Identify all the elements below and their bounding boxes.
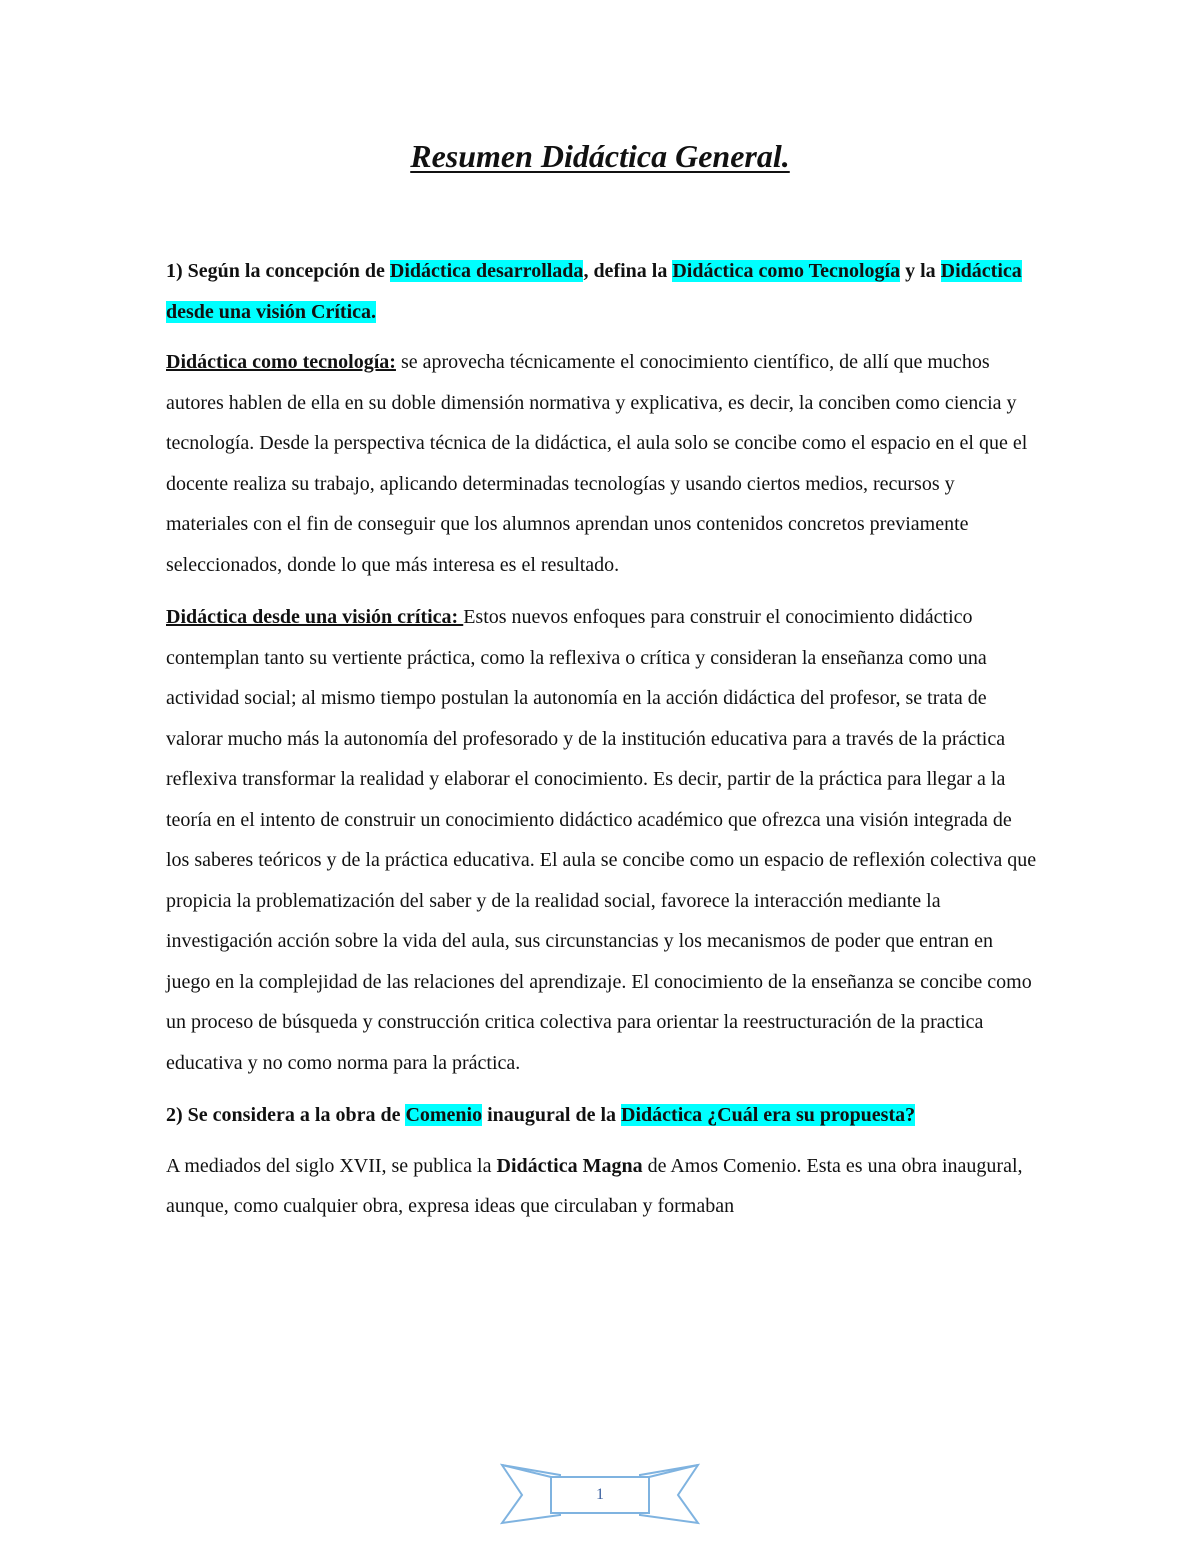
question-2-number: 2): [166, 1104, 183, 1126]
term-didactica-tecnologia: Didáctica como tecnología:: [166, 351, 396, 373]
document-title: Resumen Didáctica General.: [410, 138, 790, 174]
paragraph-comenio-text-b: de Amos Comenio. Esta es una obra inaugural, aunque, como cualquier obra, expresa ideas que circulaban y formaban: [166, 1154, 1023, 1217]
question-1: [166, 251, 1038, 332]
highlight-didactica-tecnologia: Didáctica como Tecnología: [672, 260, 901, 282]
question-2-text-b: inaugural de la: [482, 1104, 622, 1126]
paragraph-tecnologia-text: se aprovecha técnicamente el conocimiento científico, de allí que muchos autores hablen de ella en su doble dimensión normativa y explicativa, es decir, la conciben como ciencia y tecnología. Desde la perspectiva técnica de la didáctica, el aula solo se concibe como el espacio en el que el docente realiza su trabajo, aplicando determinadas tecnologías y usando ciertos medios, recursos y materiales con el fin de conseguir que los alumnos aprendan unos contenidos concretos previamente seleccionados, donde lo que más interesa es el resultado.: [166, 351, 1028, 576]
paragraph-comenio-text-a: A mediados del siglo XVII, se publica la: [166, 1154, 497, 1177]
document-body: [166, 251, 1038, 1239]
question-1-number: 1): [166, 260, 183, 282]
paragraph-comenio: [166, 1146, 1038, 1227]
term-didactica-critica: Didáctica desde una visión crítica:: [166, 606, 464, 628]
didactica-magna-bold: Didáctica Magna: [496, 1154, 643, 1177]
question-1-text-b: , defina la: [583, 260, 673, 282]
page-number: 1: [596, 1486, 604, 1503]
paragraph-tecnologia: [166, 342, 1038, 585]
paragraph-critica: [166, 597, 1038, 1083]
paragraph-critica-text: Estos nuevos enfoques para construir el conocimiento didáctico contemplan tanto su vertiente práctica, como la reflexiva o crítica y consideran la enseñanza como una actividad social; al mismo tiempo postulan la autonomía en la acción didáctica del profesor, se trata de valorar mucho más la autonomía del profesorado y de la institución educativa para a través de la práctica reflexiva transformar la realidad y elaborar el conocimiento. Es decir, partir de la práctica para llegar a la teoría en el intento de construir un conocimiento didáctico académico que ofrezca una visión integrada de los saberes teóricos y de la práctica educativa. El aula se concibe como un espacio de reflexión colectiva que propicia la problematización del saber y de la realidad social, favorece la interacción mediante la investigación acción sobre la vida del aula, sus circunstancias y los mecanismos de poder que entran en juego en la complejidad de las relaciones del aprendizaje. El conocimiento de la enseñanza se concibe como un proceso de búsqueda y construcción critica colectiva para orientar la reestructuración de la practica educativa y no como norma para la práctica.: [166, 606, 1037, 1074]
highlight-didactica-desarrollada: Didáctica desarrollada: [389, 260, 584, 282]
highlight-comenio: Comenio: [405, 1104, 483, 1126]
highlight-propuesta: Didáctica ¿Cuál era su propuesta?: [621, 1104, 916, 1126]
question-2: [166, 1095, 1038, 1136]
question-1-text-a: Según la concepción de: [182, 260, 390, 282]
question-2-text-a: Se considera a la obra de: [182, 1104, 406, 1126]
highlight-didactica-critica: Didáctica desde una visión Crítica.: [166, 260, 1022, 323]
question-1-text-c: y la: [900, 260, 941, 282]
